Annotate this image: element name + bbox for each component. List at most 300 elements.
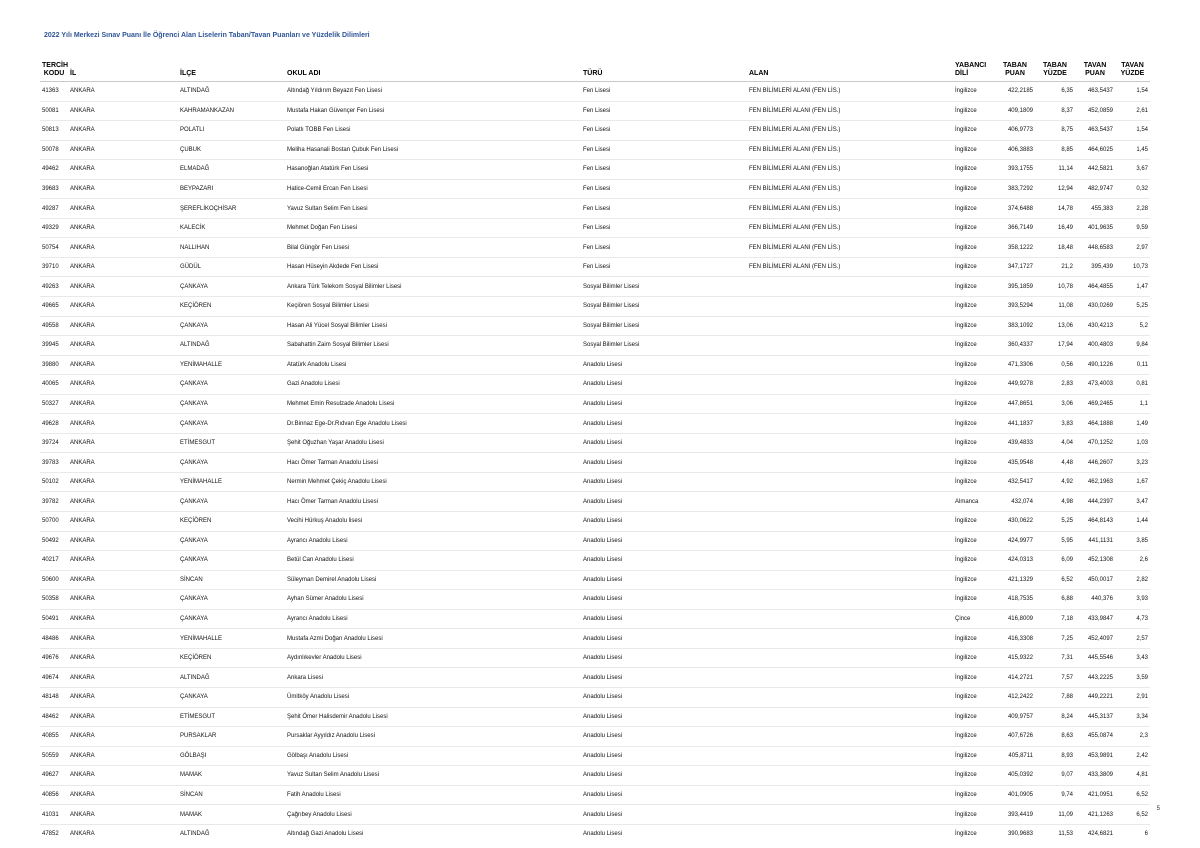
alan-cell bbox=[747, 785, 953, 805]
turu-cell: Fen Lisesi bbox=[581, 257, 747, 277]
table-row bbox=[40, 140, 1150, 160]
okul-adi-cell: Altındağ Gazi Anadolu Lisesi bbox=[285, 824, 581, 843]
header-taban-yuzde: TABAN YÜZDE bbox=[1043, 62, 1067, 77]
tavan-puan-cell: 464,6025 bbox=[1075, 140, 1115, 160]
ilce-cell: ETİMESGUT bbox=[178, 707, 285, 727]
table-row bbox=[40, 257, 1150, 277]
okul-adi-cell: Ayhan Sümer Anadolu Lisesi bbox=[285, 590, 581, 610]
alan-cell bbox=[747, 648, 953, 668]
tavan-yuzde-cell: 3,43 bbox=[1115, 648, 1150, 668]
tavan-puan-cell: 446,2607 bbox=[1075, 453, 1115, 473]
alan-cell: FEN BİLİMLERİ ALANI (FEN LİS.) bbox=[747, 101, 953, 121]
il-cell: ANKARA bbox=[68, 394, 178, 414]
taban-yuzde-cell: 8,75 bbox=[1035, 121, 1075, 141]
alan-cell bbox=[747, 375, 953, 395]
yabanci-dili-cell: İngilizce bbox=[953, 707, 995, 727]
ilce-cell: MAMAK bbox=[178, 766, 285, 786]
ilce-cell: ÇANKAYA bbox=[178, 414, 285, 434]
alan-cell bbox=[747, 433, 953, 453]
table-row bbox=[40, 238, 1150, 258]
il-cell: ANKARA bbox=[68, 101, 178, 121]
turu-cell: Fen Lisesi bbox=[581, 101, 747, 121]
alan-cell bbox=[747, 277, 953, 297]
ilce-cell: YENİMAHALLE bbox=[178, 472, 285, 492]
header-tavan-puan: TAVAN PUAN bbox=[1083, 62, 1107, 77]
alan-cell bbox=[747, 707, 953, 727]
yabanci-dili-cell: Almanca bbox=[953, 492, 995, 512]
okul-adi-cell: Şehit Oğuzhan Yaşar Anadolu Lisesi bbox=[285, 433, 581, 453]
taban-yuzde-cell: 10,78 bbox=[1035, 277, 1075, 297]
taban-yuzde-cell: 9,07 bbox=[1035, 766, 1075, 786]
tavan-yuzde-cell: 4,73 bbox=[1115, 609, 1150, 629]
il-cell: ANKARA bbox=[68, 82, 178, 102]
alan-cell bbox=[747, 316, 953, 336]
tercih-kodu-cell: 47852 bbox=[40, 824, 68, 843]
yabanci-dili-cell: İngilizce bbox=[953, 805, 995, 825]
yabanci-dili-cell: İngilizce bbox=[953, 433, 995, 453]
alan-cell: FEN BİLİMLERİ ALANI (FEN LİS.) bbox=[747, 140, 953, 160]
header-taban-puan: TABAN PUAN bbox=[1003, 62, 1027, 77]
taban-puan-cell: 412,2422 bbox=[995, 687, 1035, 707]
taban-yuzde-cell: 6,52 bbox=[1035, 570, 1075, 590]
il-cell: ANKARA bbox=[68, 629, 178, 649]
taban-yuzde-cell: 3,06 bbox=[1035, 394, 1075, 414]
taban-yuzde-cell: 8,37 bbox=[1035, 101, 1075, 121]
turu-cell: Anadolu Lisesi bbox=[581, 570, 747, 590]
turu-cell: Anadolu Lisesi bbox=[581, 355, 747, 375]
taban-puan-cell: 421,1329 bbox=[995, 570, 1035, 590]
header-alan: ALAN bbox=[749, 70, 769, 77]
il-cell: ANKARA bbox=[68, 238, 178, 258]
tercih-kodu-cell: 50559 bbox=[40, 746, 68, 766]
ilce-cell: GÖLBAŞI bbox=[178, 746, 285, 766]
yabanci-dili-cell: İngilizce bbox=[953, 277, 995, 297]
taban-yuzde-cell: 12,94 bbox=[1035, 179, 1075, 199]
tercih-kodu-cell: 40855 bbox=[40, 727, 68, 747]
yabanci-dili-cell: İngilizce bbox=[953, 199, 995, 219]
turu-cell: Anadolu Lisesi bbox=[581, 746, 747, 766]
table-row bbox=[40, 785, 1150, 805]
okul-adi-cell: Hasan Ali Yücel Sosyal Bilimler Lisesi bbox=[285, 316, 581, 336]
alan-cell bbox=[747, 687, 953, 707]
alan-cell bbox=[747, 609, 953, 629]
tavan-yuzde-cell: 1,47 bbox=[1115, 277, 1150, 297]
taban-puan-cell: 358,1222 bbox=[995, 238, 1035, 258]
table-row bbox=[40, 297, 1150, 317]
turu-cell: Anadolu Lisesi bbox=[581, 394, 747, 414]
ilce-cell: YENİMAHALLE bbox=[178, 629, 285, 649]
tavan-puan-cell: 455,383 bbox=[1075, 199, 1115, 219]
okul-adi-cell: Gölbaşı Anadolu Lisesi bbox=[285, 746, 581, 766]
okul-adi-cell: Yavuz Sultan Selim Anadolu Lisesi bbox=[285, 766, 581, 786]
tercih-kodu-cell: 39724 bbox=[40, 433, 68, 453]
okul-adi-cell: Mehmet Doğan Fen Lisesi bbox=[285, 218, 581, 238]
turu-cell: Anadolu Lisesi bbox=[581, 472, 747, 492]
turu-cell: Sosyal Bilimler Lisesi bbox=[581, 297, 747, 317]
tavan-puan-cell: 441,1131 bbox=[1075, 531, 1115, 551]
ilce-cell: KEÇİÖREN bbox=[178, 648, 285, 668]
table-row bbox=[40, 687, 1150, 707]
taban-yuzde-cell: 8,93 bbox=[1035, 746, 1075, 766]
alan-cell bbox=[747, 805, 953, 825]
taban-yuzde-cell: 7,31 bbox=[1035, 648, 1075, 668]
alan-cell: FEN BİLİMLERİ ALANI (FEN LİS.) bbox=[747, 257, 953, 277]
yabanci-dili-cell: İngilizce bbox=[953, 746, 995, 766]
alan-cell: FEN BİLİMLERİ ALANI (FEN LİS.) bbox=[747, 121, 953, 141]
taban-yuzde-cell: 4,98 bbox=[1035, 492, 1075, 512]
ilce-cell: ALTINDAĞ bbox=[178, 336, 285, 356]
tavan-yuzde-cell: 4,81 bbox=[1115, 766, 1150, 786]
yabanci-dili-cell: İngilizce bbox=[953, 414, 995, 434]
taban-yuzde-cell: 6,35 bbox=[1035, 82, 1075, 102]
tercih-kodu-cell: 39710 bbox=[40, 257, 68, 277]
tavan-puan-cell: 400,4803 bbox=[1075, 336, 1115, 356]
tavan-yuzde-cell: 1,44 bbox=[1115, 512, 1150, 532]
table-row bbox=[40, 766, 1150, 786]
alan-cell bbox=[747, 824, 953, 843]
alan-cell: FEN BİLİMLERİ ALANI (FEN LİS.) bbox=[747, 218, 953, 238]
tercih-kodu-cell: 49263 bbox=[40, 277, 68, 297]
tercih-kodu-cell: 50492 bbox=[40, 531, 68, 551]
il-cell: ANKARA bbox=[68, 277, 178, 297]
yabanci-dili-cell: İngilizce bbox=[953, 629, 995, 649]
taban-puan-cell: 407,6726 bbox=[995, 727, 1035, 747]
tercih-kodu-cell: 50813 bbox=[40, 121, 68, 141]
table-row bbox=[40, 394, 1150, 414]
tavan-puan-cell: 463,5437 bbox=[1075, 121, 1115, 141]
tavan-yuzde-cell: 3,67 bbox=[1115, 160, 1150, 180]
alan-cell bbox=[747, 355, 953, 375]
taban-yuzde-cell: 17,94 bbox=[1035, 336, 1075, 356]
ilce-cell: NALLIHAN bbox=[178, 238, 285, 258]
taban-puan-cell: 439,4833 bbox=[995, 433, 1035, 453]
ilce-cell: KEÇİÖREN bbox=[178, 512, 285, 532]
tavan-puan-cell: 445,3137 bbox=[1075, 707, 1115, 727]
header-il: İL bbox=[70, 70, 77, 77]
tavan-puan-cell: 401,9635 bbox=[1075, 218, 1115, 238]
table-row bbox=[40, 609, 1150, 629]
turu-cell: Anadolu Lisesi bbox=[581, 668, 747, 688]
taban-puan-cell: 418,7535 bbox=[995, 590, 1035, 610]
okul-adi-cell: Ümitköy Anadolu Lisesi bbox=[285, 687, 581, 707]
taban-yuzde-cell: 5,25 bbox=[1035, 512, 1075, 532]
taban-yuzde-cell: 6,09 bbox=[1035, 551, 1075, 571]
tercih-kodu-cell: 50700 bbox=[40, 512, 68, 532]
ilce-cell: ÇANKAYA bbox=[178, 687, 285, 707]
ilce-cell: PURSAKLAR bbox=[178, 727, 285, 747]
header-okul-adi: OKUL ADI bbox=[287, 70, 321, 77]
alan-cell bbox=[747, 766, 953, 786]
taban-yuzde-cell: 6,88 bbox=[1035, 590, 1075, 610]
tavan-yuzde-cell: 2,97 bbox=[1115, 238, 1150, 258]
turu-cell: Fen Lisesi bbox=[581, 199, 747, 219]
tavan-yuzde-cell: 2,6 bbox=[1115, 551, 1150, 571]
table-row bbox=[40, 551, 1150, 571]
table-row bbox=[40, 531, 1150, 551]
tavan-puan-cell: 450,0017 bbox=[1075, 570, 1115, 590]
taban-yuzde-cell: 4,48 bbox=[1035, 453, 1075, 473]
yabanci-dili-cell: İngilizce bbox=[953, 160, 995, 180]
tavan-yuzde-cell: 6 bbox=[1115, 824, 1150, 843]
tavan-puan-cell: 463,5437 bbox=[1075, 82, 1115, 102]
taban-puan-cell: 366,7149 bbox=[995, 218, 1035, 238]
yabanci-dili-cell: İngilizce bbox=[953, 785, 995, 805]
alan-cell bbox=[747, 394, 953, 414]
table-row bbox=[40, 746, 1150, 766]
tercih-kodu-cell: 49462 bbox=[40, 160, 68, 180]
turu-cell: Anadolu Lisesi bbox=[581, 629, 747, 649]
tavan-yuzde-cell: 3,85 bbox=[1115, 531, 1150, 551]
il-cell: ANKARA bbox=[68, 433, 178, 453]
turu-cell: Anadolu Lisesi bbox=[581, 414, 747, 434]
taban-puan-cell: 374,6488 bbox=[995, 199, 1035, 219]
tavan-puan-cell: 470,1252 bbox=[1075, 433, 1115, 453]
il-cell: ANKARA bbox=[68, 492, 178, 512]
tercih-kodu-cell: 49674 bbox=[40, 668, 68, 688]
ilce-cell: ÇANKAYA bbox=[178, 609, 285, 629]
il-cell: ANKARA bbox=[68, 355, 178, 375]
table-row bbox=[40, 433, 1150, 453]
tercih-kodu-cell: 40065 bbox=[40, 375, 68, 395]
yabanci-dili-cell: İngilizce bbox=[953, 238, 995, 258]
ilce-cell: ALTINDAĞ bbox=[178, 82, 285, 102]
taban-puan-cell: 422,2185 bbox=[995, 82, 1035, 102]
taban-puan-cell: 401,0905 bbox=[995, 785, 1035, 805]
ilce-cell: ÇANKAYA bbox=[178, 590, 285, 610]
tavan-yuzde-cell: 9,59 bbox=[1115, 218, 1150, 238]
taban-puan-cell: 432,5417 bbox=[995, 472, 1035, 492]
il-cell: ANKARA bbox=[68, 746, 178, 766]
tavan-yuzde-cell: 0,32 bbox=[1115, 179, 1150, 199]
tavan-yuzde-cell: 1,67 bbox=[1115, 472, 1150, 492]
okul-adi-cell: Vecihi Hürkuş Anadolu lisesi bbox=[285, 512, 581, 532]
turu-cell: Anadolu Lisesi bbox=[581, 687, 747, 707]
tavan-yuzde-cell: 10,73 bbox=[1115, 257, 1150, 277]
tercih-kodu-cell: 49287 bbox=[40, 199, 68, 219]
alan-cell bbox=[747, 453, 953, 473]
okul-adi-cell: Polatlı TOBB Fen Lisesi bbox=[285, 121, 581, 141]
okul-adi-cell: Sabahattin Zaim Sosyal Bilimler Lisesi bbox=[285, 336, 581, 356]
alan-cell bbox=[747, 531, 953, 551]
ilce-cell: SİNCAN bbox=[178, 785, 285, 805]
turu-cell: Anadolu Lisesi bbox=[581, 824, 747, 843]
okul-adi-cell: Meliha Hasanali Bostan Çubuk Fen Lisesi bbox=[285, 140, 581, 160]
tercih-kodu-cell: 50078 bbox=[40, 140, 68, 160]
tercih-kodu-cell: 40856 bbox=[40, 785, 68, 805]
tavan-yuzde-cell: 3,93 bbox=[1115, 590, 1150, 610]
taban-yuzde-cell: 11,08 bbox=[1035, 297, 1075, 317]
alan-cell bbox=[747, 590, 953, 610]
yabanci-dili-cell: İngilizce bbox=[953, 101, 995, 121]
tavan-yuzde-cell: 2,28 bbox=[1115, 199, 1150, 219]
ilce-cell: ÇANKAYA bbox=[178, 492, 285, 512]
ilce-cell: GÜDÜL bbox=[178, 257, 285, 277]
tercih-kodu-cell: 50491 bbox=[40, 609, 68, 629]
taban-yuzde-cell: 8,85 bbox=[1035, 140, 1075, 160]
taban-puan-cell: 414,2721 bbox=[995, 668, 1035, 688]
taban-yuzde-cell: 9,74 bbox=[1035, 785, 1075, 805]
okul-adi-cell: Şehit Ömer Halisdemir Anadolu Lisesi bbox=[285, 707, 581, 727]
tercih-kodu-cell: 41363 bbox=[40, 82, 68, 102]
alan-cell bbox=[747, 668, 953, 688]
il-cell: ANKARA bbox=[68, 824, 178, 843]
table-row bbox=[40, 824, 1150, 843]
taban-yuzde-cell: 4,92 bbox=[1035, 472, 1075, 492]
turu-cell: Anadolu Lisesi bbox=[581, 707, 747, 727]
okul-adi-cell: Mehmet Emin Resulzade Anadolu Lisesi bbox=[285, 394, 581, 414]
taban-puan-cell: 471,3306 bbox=[995, 355, 1035, 375]
tavan-yuzde-cell: 1,03 bbox=[1115, 433, 1150, 453]
yabanci-dili-cell: İngilizce bbox=[953, 218, 995, 238]
tercih-kodu-cell: 48462 bbox=[40, 707, 68, 727]
tavan-puan-cell: 445,5546 bbox=[1075, 648, 1115, 668]
turu-cell: Anadolu Lisesi bbox=[581, 551, 747, 571]
tavan-yuzde-cell: 1,54 bbox=[1115, 82, 1150, 102]
table-row bbox=[40, 492, 1150, 512]
tavan-yuzde-cell: 2,91 bbox=[1115, 687, 1150, 707]
tavan-yuzde-cell: 5,25 bbox=[1115, 297, 1150, 317]
header-tavan-yuzde: TAVAN YÜZDE bbox=[1120, 62, 1145, 77]
taban-puan-cell: 447,8651 bbox=[995, 394, 1035, 414]
taban-yuzde-cell: 16,49 bbox=[1035, 218, 1075, 238]
turu-cell: Fen Lisesi bbox=[581, 218, 747, 238]
il-cell: ANKARA bbox=[68, 570, 178, 590]
taban-puan-cell: 360,4337 bbox=[995, 336, 1035, 356]
yabanci-dili-cell: İngilizce bbox=[953, 257, 995, 277]
taban-puan-cell: 424,9977 bbox=[995, 531, 1035, 551]
okul-adi-cell: Hasanoğlan Atatürk Fen Lisesi bbox=[285, 160, 581, 180]
alan-cell: FEN BİLİMLERİ ALANI (FEN LİS.) bbox=[747, 238, 953, 258]
il-cell: ANKARA bbox=[68, 121, 178, 141]
il-cell: ANKARA bbox=[68, 160, 178, 180]
yabanci-dili-cell: İngilizce bbox=[953, 824, 995, 843]
yabanci-dili-cell: İngilizce bbox=[953, 648, 995, 668]
tavan-yuzde-cell: 2,61 bbox=[1115, 101, 1150, 121]
turu-cell: Fen Lisesi bbox=[581, 121, 747, 141]
yabanci-dili-cell: İngilizce bbox=[953, 179, 995, 199]
yabanci-dili-cell: İngilizce bbox=[953, 727, 995, 747]
il-cell: ANKARA bbox=[68, 668, 178, 688]
okul-adi-cell: Atatürk Anadolu Lisesi bbox=[285, 355, 581, 375]
taban-yuzde-cell: 7,18 bbox=[1035, 609, 1075, 629]
taban-puan-cell: 406,3883 bbox=[995, 140, 1035, 160]
tavan-yuzde-cell: 0,81 bbox=[1115, 375, 1150, 395]
taban-puan-cell: 406,9773 bbox=[995, 121, 1035, 141]
table-header-row bbox=[40, 55, 1150, 82]
yabanci-dili-cell: İngilizce bbox=[953, 355, 995, 375]
il-cell: ANKARA bbox=[68, 551, 178, 571]
tercih-kodu-cell: 39945 bbox=[40, 336, 68, 356]
il-cell: ANKARA bbox=[68, 648, 178, 668]
okul-adi-cell: Altındağ Yıldırım Beyazıt Fen Lisesi bbox=[285, 82, 581, 102]
il-cell: ANKARA bbox=[68, 257, 178, 277]
yabanci-dili-cell: İngilizce bbox=[953, 336, 995, 356]
il-cell: ANKARA bbox=[68, 297, 178, 317]
alan-cell bbox=[747, 551, 953, 571]
tavan-yuzde-cell: 6,52 bbox=[1115, 785, 1150, 805]
table-row bbox=[40, 199, 1150, 219]
yabanci-dili-cell: İngilizce bbox=[953, 570, 995, 590]
ilce-cell: ŞEREFLİKOÇHİSAR bbox=[178, 199, 285, 219]
alan-cell bbox=[747, 629, 953, 649]
tavan-puan-cell: 490,1226 bbox=[1075, 355, 1115, 375]
tavan-puan-cell: 469,2465 bbox=[1075, 394, 1115, 414]
alan-cell bbox=[747, 297, 953, 317]
table-row bbox=[40, 805, 1150, 825]
turu-cell: Anadolu Lisesi bbox=[581, 785, 747, 805]
taban-yuzde-cell: 18,48 bbox=[1035, 238, 1075, 258]
taban-yuzde-cell: 13,06 bbox=[1035, 316, 1075, 336]
taban-yuzde-cell: 4,04 bbox=[1035, 433, 1075, 453]
tavan-puan-cell: 440,376 bbox=[1075, 590, 1115, 610]
tavan-yuzde-cell: 3,34 bbox=[1115, 707, 1150, 727]
taban-puan-cell: 383,7292 bbox=[995, 179, 1035, 199]
turu-cell: Anadolu Lisesi bbox=[581, 512, 747, 532]
table-row bbox=[40, 727, 1150, 747]
header-tercih-kodu: TERCİH KODU bbox=[42, 62, 69, 77]
tavan-puan-cell: 452,1308 bbox=[1075, 551, 1115, 571]
taban-puan-cell: 405,0392 bbox=[995, 766, 1035, 786]
tavan-puan-cell: 473,4003 bbox=[1075, 375, 1115, 395]
yabanci-dili-cell: İngilizce bbox=[953, 551, 995, 571]
taban-puan-cell: 449,9278 bbox=[995, 375, 1035, 395]
taban-puan-cell: 416,8009 bbox=[995, 609, 1035, 629]
taban-puan-cell: 409,1809 bbox=[995, 101, 1035, 121]
table-row bbox=[40, 160, 1150, 180]
tavan-yuzde-cell: 3,23 bbox=[1115, 453, 1150, 473]
tavan-puan-cell: 421,0951 bbox=[1075, 785, 1115, 805]
tavan-puan-cell: 449,2221 bbox=[1075, 687, 1115, 707]
tavan-puan-cell: 464,8143 bbox=[1075, 512, 1115, 532]
il-cell: ANKARA bbox=[68, 590, 178, 610]
yabanci-dili-cell: İngilizce bbox=[953, 687, 995, 707]
turu-cell: Anadolu Lisesi bbox=[581, 433, 747, 453]
okul-adi-cell: Betül Can Anadolu Lisesi bbox=[285, 551, 581, 571]
taban-puan-cell: 441,1837 bbox=[995, 414, 1035, 434]
tavan-puan-cell: 442,5821 bbox=[1075, 160, 1115, 180]
tavan-puan-cell: 448,6583 bbox=[1075, 238, 1115, 258]
ilce-cell: KEÇİÖREN bbox=[178, 297, 285, 317]
taban-yuzde-cell: 3,83 bbox=[1035, 414, 1075, 434]
ilce-cell: POLATLI bbox=[178, 121, 285, 141]
table-row bbox=[40, 121, 1150, 141]
taban-yuzde-cell: 2,83 bbox=[1035, 375, 1075, 395]
okul-adi-cell: Fatih Anadolu Lisesi bbox=[285, 785, 581, 805]
page-number: 5 bbox=[1156, 806, 1160, 812]
header-yabanci-dili: YABANCI DİLİ bbox=[955, 62, 987, 77]
okul-adi-cell: Mustafa Azmi Doğan Anadolu Lisesi bbox=[285, 629, 581, 649]
alan-cell bbox=[747, 414, 953, 434]
tavan-puan-cell: 464,1888 bbox=[1075, 414, 1115, 434]
alan-cell bbox=[747, 570, 953, 590]
tercih-kodu-cell: 50754 bbox=[40, 238, 68, 258]
turu-cell: Fen Lisesi bbox=[581, 179, 747, 199]
yabanci-dili-cell: İngilizce bbox=[953, 121, 995, 141]
tavan-yuzde-cell: 2,42 bbox=[1115, 746, 1150, 766]
tavan-yuzde-cell: 1,49 bbox=[1115, 414, 1150, 434]
tavan-yuzde-cell: 2,3 bbox=[1115, 727, 1150, 747]
yabanci-dili-cell: İngilizce bbox=[953, 766, 995, 786]
il-cell: ANKARA bbox=[68, 316, 178, 336]
alan-cell bbox=[747, 336, 953, 356]
taban-yuzde-cell: 11,09 bbox=[1035, 805, 1075, 825]
okul-adi-cell: Ankara Türk Telekom Sosyal Bilimler Lisesi bbox=[285, 277, 581, 297]
yabanci-dili-cell: İngilizce bbox=[953, 297, 995, 317]
tercih-kodu-cell: 39880 bbox=[40, 355, 68, 375]
taban-puan-cell: 347,1727 bbox=[995, 257, 1035, 277]
tavan-yuzde-cell: 3,47 bbox=[1115, 492, 1150, 512]
tavan-puan-cell: 395,439 bbox=[1075, 257, 1115, 277]
